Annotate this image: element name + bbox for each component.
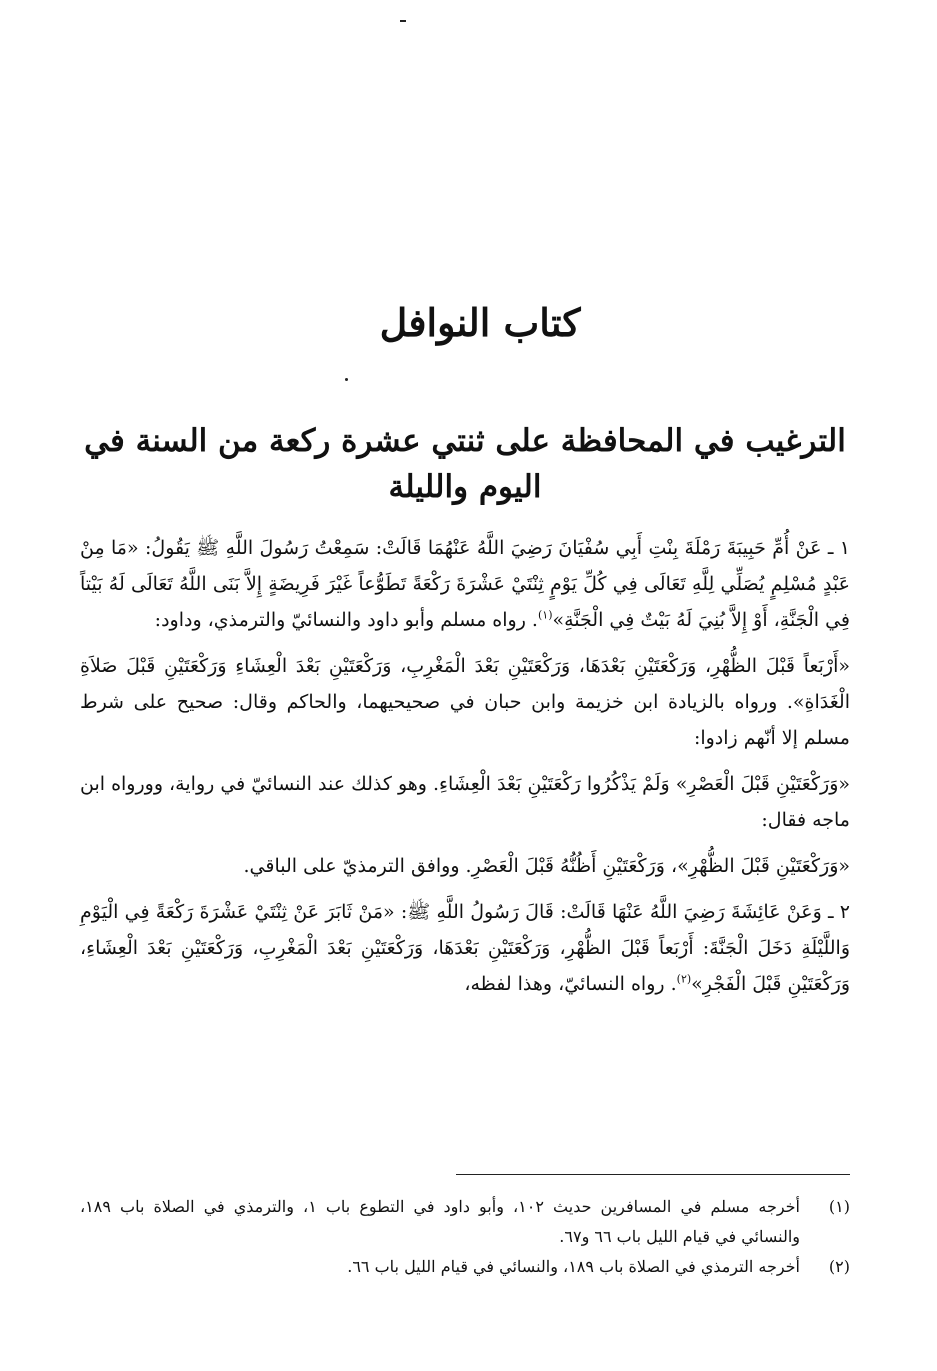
- footnote-text: أخرجه الترمذي في الصلاة باب ١٨٩، والنسائي في قيام الليل باب ٦٦.: [347, 1257, 800, 1276]
- footnote-text: أخرجه مسلم في المسافرين حديث ١٠٢، وأبو داود في التطوع باب ١، والترمذي في الصلاة باب ١٨٩، والنسائي في قيام الليل باب ٦٦ و٦٧.: [80, 1197, 801, 1246]
- footnote-ref[interactable]: (٢): [676, 972, 692, 986]
- book-title: كتاب النوافل: [379, 300, 581, 345]
- top-mark: [400, 20, 406, 22]
- paragraph-text: ٢ ـ وَعَنْ عَائِشَةَ رَضِيَ اللَّهُ عَنْهَا قَالَتْ: قَالَ رَسُولُ اللَّهِ ﷺ: «مَنْ ثَابَرَ عَنْ ثِنْتَيْ عَشْرَةَ رَكْعَةً فِي الْيَوْمِ وَاللَّيْلَةِ دَخَلَ الْجَنَّةَ: أَرْبَعاً قَبْلَ الظُّهْرِ، وَرَكْعَتَيْنِ بَعْدَهَا، وَرَكْعَتَيْنِ بَعْدَ الْمَغْرِبِ، وَرَكْعَتَيْنِ بَعْدَ الْعِشَاءِ، وَرَكْعَتَيْنِ قَبْلَ الْفَجْرِ»: [80, 901, 850, 995]
- chapter-heading: الترغيب في المحافظة على ثنتي عشرة ركعة من السنة في اليوم والليلة: [84, 423, 846, 505]
- paragraph-3: «وَرَكْعَتَيْنِ قَبْلَ الْعَصْرِ» وَلَمْ يَذْكُرُوا رَكْعَتَيْنِ بَعْدَ الْعِشَاءِ. وهو كذلك عند النسائيّ في رواية، وورواه ابن ماجه فقال:: [80, 773, 850, 831]
- footnote-1: [80, 1192, 850, 1252]
- hadith-paragraph-1: [80, 530, 850, 638]
- footnote-divider: [456, 1174, 850, 1175]
- footnote-2: [80, 1252, 850, 1282]
- body-text: [80, 530, 850, 1012]
- paragraph-tail: . رواه مسلم وأبو داود والنسائيّ والترمذي، وداود:: [154, 609, 538, 631]
- footnote-number: (١): [828, 1197, 850, 1216]
- paragraph-4: «وَرَكْعَتَيْنِ قَبْلَ الظُّهْرِ»، وَرَكْعَتَيْنِ أَظُنُّهُ قَبْلَ الْعَصْرِ. ووافق الترمذيّ على الباقي.: [243, 855, 850, 877]
- footnote-number: (٢): [828, 1257, 850, 1276]
- paragraph-text: ١ ـ عَنْ أُمِّ حَبِيبَةَ رَمْلَةَ بِنْتِ أَبِي سُفْيَانَ رَضِيَ اللَّهُ عَنْهُمَا قَالَتْ: سَمِعْتُ رَسُولَ اللَّهِ ﷺ يَقُولُ: «مَا مِنْ عَبْدٍ مُسْلِمٍ يُصَلِّي لِلَّهِ تَعَالَى فِي كُلِّ يَوْمٍ ثِنْتَيْ عَشْرَةَ رَكْعَةً تَطَوُّعاً غَيْرَ فَرِيضَةٍ إِلاَّ بَنَى اللَّهُ تَعَالَى لَهُ بَيْتاً فِي الْجَنَّةِ، أَوْ إِلاَّ بُنِيَ لَهُ بَيْتٌ فِي الْجَنَّةِ»: [80, 537, 850, 631]
- paragraph-2: «أَرْبَعاً قَبْلَ الظُّهْرِ، وَرَكْعَتَيْنِ بَعْدَهَا، وَرَكْعَتَيْنِ بَعْدَ الْمَغْرِبِ، وَرَكْعَتَيْنِ بَعْدَ الْعِشَاءِ وَرَكْعَتَيْنِ قَبْلَ صَلاَةِ الْغَدَاةِ». ورواه بالزيادة ابن خزيمة وابن حبان في صحيحيهما، والحاكم وقال: صحيح على شرط مسلم إلا أنّهم زادوا:: [80, 655, 850, 749]
- footnotes: [80, 1192, 850, 1282]
- decorative-dot: [345, 378, 348, 381]
- footnote-ref[interactable]: (١): [537, 608, 553, 622]
- paragraph-tail: . رواه النسائيّ، وهذا لفظه،: [464, 973, 677, 995]
- hadith-paragraph-2: [80, 894, 850, 1002]
